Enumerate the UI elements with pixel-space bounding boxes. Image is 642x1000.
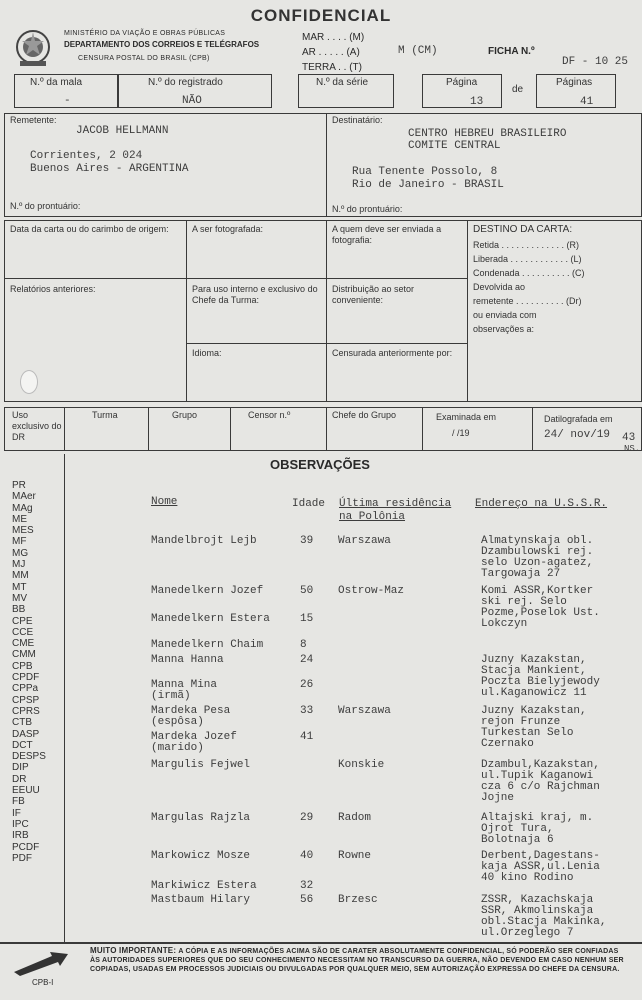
- examinada-label: Examinada em: [436, 412, 497, 422]
- row-age: 32: [300, 880, 314, 892]
- recipient-label: Destinatário:: [332, 115, 383, 125]
- destino-liberada: Liberada . . . . . . . . . . . . (L): [473, 254, 582, 264]
- sender-name: JACOB HELLMANN: [76, 125, 169, 137]
- side-code: IRB: [12, 830, 29, 842]
- row-age: 15: [300, 613, 314, 625]
- side-code: CPE: [12, 615, 33, 627]
- side-code: MAer: [12, 491, 36, 503]
- side-code: MAg: [12, 502, 33, 514]
- side-code: CTB: [12, 717, 32, 729]
- row-name: Manna Mina (irmã): [151, 679, 218, 702]
- side-code: DIP: [12, 762, 29, 774]
- sender-label: Remetente:: [10, 115, 57, 125]
- grupo-label: Grupo: [172, 410, 198, 420]
- side-code: BB: [12, 604, 26, 616]
- row-address: Juzny Kazakstan, Stacja Mankient, Poczta Bielyjewody ul.Kaganowicz 11: [481, 654, 600, 699]
- side-code: PCDF: [12, 841, 40, 853]
- row-name: Mardeka Pesa (espôsa): [151, 705, 231, 728]
- row-address: Derbent,Dagestans- kaja ASSR,ul.Lenia 40 kino Rodino: [481, 850, 600, 884]
- row-name: Markiwicz Estera: [151, 880, 257, 892]
- side-code: PDF: [12, 852, 32, 864]
- row-name: Margulis Fejwel: [151, 759, 251, 771]
- data-carta-label: Data da carta ou do carimbo de origem:: [10, 224, 169, 234]
- relatorios-label: Relatórios anteriores:: [10, 284, 96, 294]
- serie-label: N.º da série: [316, 77, 369, 88]
- document-title: CONFIDENCIAL: [250, 6, 392, 25]
- destino-enviada: ou enviada com: [473, 310, 537, 320]
- coat-of-arms-emblem: [14, 28, 52, 68]
- side-code: FB: [12, 796, 25, 808]
- ministry-name: MINISTÉRIO DA VIAÇÃO E OBRAS PÚBLICAS: [64, 30, 226, 37]
- registrado-value: NÃO: [182, 95, 202, 107]
- side-code: MF: [12, 536, 27, 548]
- row-residence: Radom: [338, 812, 372, 824]
- side-code: CPDF: [12, 672, 40, 684]
- route-ar: AR . . . . . (A): [302, 47, 360, 58]
- row-residence: Warszawa: [338, 535, 391, 547]
- row-name: Markowicz Mosze: [151, 850, 251, 862]
- uso-interno-label: Para uso interno e exclusivo do Chefe da Turma:: [192, 284, 318, 305]
- quem-enviada-label: A quem deve ser enviada a fotografia:: [332, 224, 442, 245]
- side-code: MG: [12, 547, 29, 559]
- row-residence: Warszawa: [338, 705, 391, 717]
- row-name: Manedelkern Estera: [151, 613, 270, 625]
- datilografada-label: Datilografada em: [544, 414, 613, 424]
- row-name: Manna Hanna: [151, 654, 224, 666]
- sender-address-1: Corrientes, 2 024: [30, 150, 143, 162]
- row-name: Margulas Rajzla: [151, 812, 251, 824]
- notice-bold: MUITO IMPORTANTE:: [90, 946, 177, 955]
- route-value: M (CM): [398, 45, 438, 57]
- row-address: Juzny Kazakstan, rejon Frunze Turkestan Selo Czernako: [481, 705, 587, 750]
- side-code: MES: [12, 525, 34, 537]
- destino-devolvida: Devolvida ao: [473, 282, 526, 292]
- row-age: 26: [300, 679, 314, 691]
- pagina-value: 13: [470, 96, 484, 108]
- mala-value: -: [64, 95, 71, 107]
- row-residence: Ostrow-Maz: [338, 585, 405, 597]
- sender-address-2: Buenos Aires - ARGENTINA: [30, 163, 189, 175]
- col-header-idade: Idade: [292, 498, 326, 510]
- row-address: Altajski kraj, m. Ojrot Tura, Bolotnaja 6: [481, 812, 594, 846]
- datilografada-value: 24/ nov/19: [544, 429, 611, 441]
- datilografada-year: 43: [622, 432, 636, 444]
- de-label: de: [512, 84, 524, 95]
- pagina-label: Página: [446, 77, 478, 88]
- row-age: 56: [300, 894, 314, 906]
- censurada-label: Censurada anteriormente por:: [332, 348, 453, 358]
- row-residence: Rowne: [338, 850, 372, 862]
- row-residence: Brzesc: [338, 894, 378, 906]
- ficha-label: FICHA N.º: [488, 46, 535, 57]
- side-code: CME: [12, 638, 35, 650]
- side-code: DR: [12, 773, 27, 785]
- recipient-name-1: CENTRO HEBREU BRASILEIRO: [408, 128, 567, 140]
- censor-label: Censor n.º: [248, 410, 291, 420]
- col-header-nome: Nome: [151, 496, 178, 508]
- row-age: 40: [300, 850, 314, 862]
- row-address: Dzambul,Kazakstan, ul.Tupik Kaganowi cza 6 c/o Rajchman Jojne: [481, 759, 600, 804]
- recipient-prontuario-label: N.º do prontuário:: [332, 204, 403, 214]
- row-age: 33: [300, 705, 314, 717]
- destino-condenada: Condenada . . . . . . . . . . (C): [473, 268, 585, 278]
- uso-exclusivo-label: Uso exclusivo do DR: [12, 410, 62, 442]
- row-age: 41: [300, 731, 314, 743]
- col-header-ultima-sub: na Polônia: [339, 511, 406, 523]
- recipient-address-1: Rua Tenente Possolo, 8: [352, 166, 498, 178]
- route-terra: TERRA . . (T): [302, 62, 362, 73]
- row-address: Komi ASSR,Kortker ski rej. Selo Pozme,Poselok Ust. Lokczyn: [481, 585, 600, 630]
- side-codes-list: [12, 480, 62, 864]
- registrado-label: N.º do registrado: [148, 77, 223, 88]
- side-code: ME: [12, 513, 27, 525]
- row-residence: Konskie: [338, 759, 385, 771]
- paginas-label: Páginas: [556, 77, 593, 88]
- chefe-label: Chefe do Grupo: [332, 410, 397, 420]
- row-age: 50: [300, 585, 314, 597]
- fotografada-label: A ser fotografada:: [192, 224, 264, 234]
- side-code: EEUU: [12, 785, 40, 797]
- turma-label: Turma: [92, 410, 118, 420]
- notice-text: A CÓPIA E AS INFORMAÇÕES ACIMA SÃO DE CARATER ABSOLUTAMENTE CONFIDENCIAL, SÓ PODERÃO SER CONFIADAS ÀS AUTORIDADES SUPERIORES QUE DO SEU CONHECIMENTO NECESSITAM NO TRANSCURSO DA GUERRA, NÃO DEVENDO EM CASO NENHUM SER COPIADAS, USADAS EM PROCESSOS JUDICIAIS OU DIVULGADAS POR QUALQUER MEIO, SEM AUTORIZAÇÃO EXPRESSA DO CHEFE DA CENSURA.: [90, 948, 624, 973]
- destino-observacoes: observações a:: [473, 324, 535, 334]
- row-age: 24: [300, 654, 314, 666]
- confidential-notice: [90, 946, 630, 974]
- form-code: CPB-I: [32, 978, 54, 987]
- side-code: DESPS: [12, 751, 46, 763]
- side-code: MV: [12, 592, 27, 604]
- recipient-name-2: COMITE CENTRAL: [408, 140, 501, 152]
- row-age: 29: [300, 812, 314, 824]
- row-age: 8: [300, 639, 307, 651]
- row-address: ZSSR, Kazachskaja SSR, Akmolinskaja obl.Stacja Makinka, ul.Orzeglego 7: [481, 894, 607, 939]
- distribuicao-label: Distribuição ao setor conveniente:: [332, 284, 415, 305]
- side-code: CPSP: [12, 694, 40, 706]
- side-code: CPRS: [12, 705, 40, 717]
- side-code: PR: [12, 480, 26, 491]
- row-name: Manedelkern Chaim: [151, 639, 264, 651]
- punch-hole: [20, 370, 38, 394]
- side-code: MM: [12, 570, 29, 582]
- side-code: MT: [12, 581, 27, 593]
- row-name: Mandelbrojt Lejb: [151, 535, 257, 547]
- route-mar: MAR . . . . (M): [302, 32, 365, 43]
- row-name: Mardeka Jozef (marido): [151, 731, 237, 754]
- department-name: DEPARTAMENTO DOS CORREIOS E TELÉGRAFOS: [64, 40, 260, 49]
- mala-label: N.º da mala: [30, 77, 83, 88]
- side-code: IF: [12, 807, 21, 819]
- ficha-value: DF - 10 25: [562, 56, 629, 68]
- censorship-name: CENSURA POSTAL DO BRASIL (CPB): [78, 55, 210, 62]
- side-code: CPB: [12, 660, 33, 672]
- destino-title: DESTINO DA CARTA:: [473, 224, 573, 235]
- side-code: CMM: [12, 649, 36, 661]
- side-code: CCE: [12, 626, 34, 638]
- examinada-value: / /19: [452, 428, 470, 438]
- col-header-ultima: Última residência: [339, 498, 452, 510]
- row-name: Mastbaum Hilary: [151, 894, 251, 906]
- side-code: IPC: [12, 818, 29, 830]
- sender-prontuario-label: N.º do prontuário:: [10, 201, 81, 211]
- row-age: 39: [300, 535, 314, 547]
- row-name: Manedelkern Jozef: [151, 585, 264, 597]
- arrow-logo-icon: [12, 950, 72, 976]
- destino-retida: Retida . . . . . . . . . . . . . (R): [473, 240, 580, 250]
- col-header-endereco: Endereço na U.S.S.R.: [475, 498, 608, 510]
- side-code: MJ: [12, 559, 26, 571]
- side-code: CPPa: [12, 683, 39, 695]
- observacoes-title: OBSERVAÇÕES: [270, 457, 370, 472]
- destino-remetente: remetente . . . . . . . . . . (Dr): [473, 296, 582, 306]
- side-code: DASP: [12, 728, 40, 740]
- recipient-address-2: Rio de Janeiro - BRASIL: [352, 179, 504, 191]
- side-code: DCT: [12, 739, 33, 751]
- row-address: Almatynskaja obl. Dzambulowski rej. selo Uzon-agatez, Targowaja 27: [481, 535, 594, 580]
- datilografada-suffix: NS.: [624, 444, 641, 454]
- idioma-label: Idioma:: [192, 348, 222, 358]
- paginas-value: 41: [580, 96, 594, 108]
